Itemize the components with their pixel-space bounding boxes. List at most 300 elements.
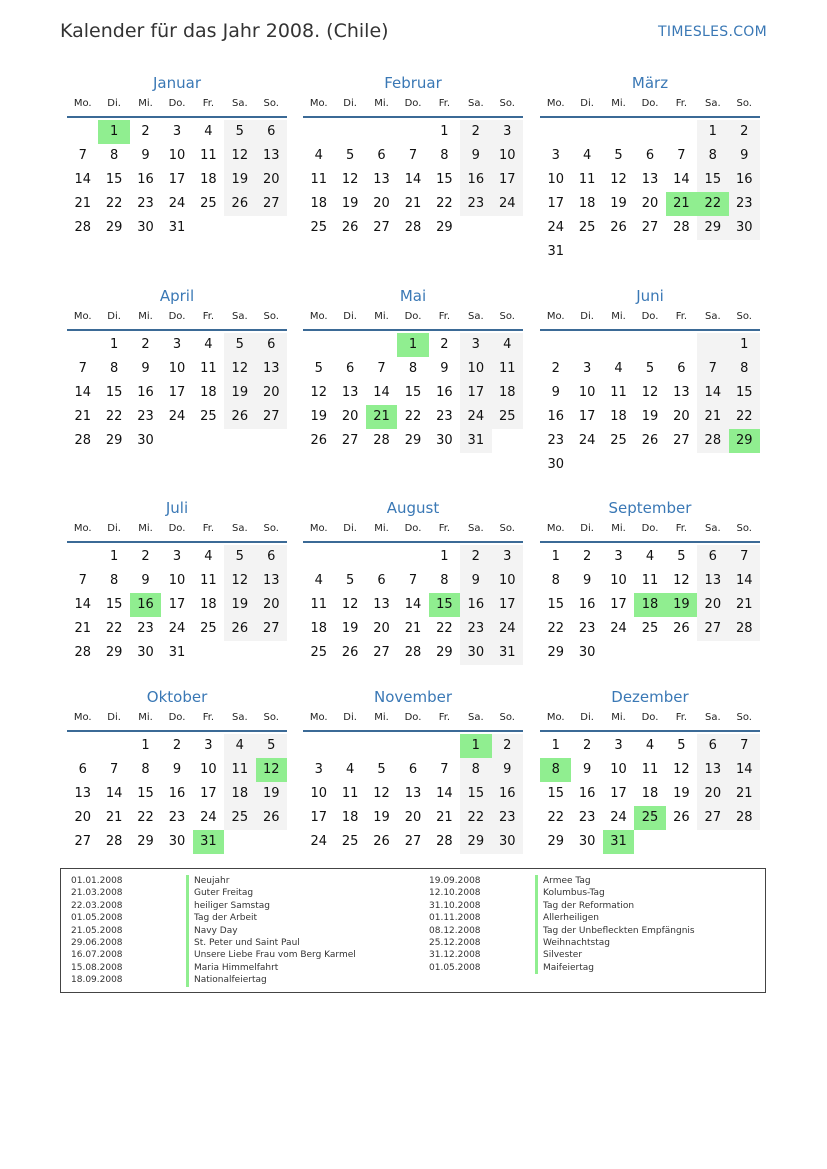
day-cell: 22 <box>436 621 453 636</box>
day-cell: 21 <box>404 196 422 211</box>
holiday-date: 19.09.2008 <box>429 876 481 886</box>
weekday-label: Sa. <box>704 311 721 322</box>
day-cell: 4 <box>645 738 655 753</box>
day-cell: 31 <box>168 220 186 235</box>
day-cell: 20 <box>373 196 390 211</box>
month-0 <box>67 72 287 240</box>
day-cell: 17 <box>200 786 217 801</box>
day-cell: 1 <box>109 549 119 564</box>
empty-cell <box>429 734 460 758</box>
day-cell: 7 <box>109 762 119 777</box>
day-cell: 3 <box>614 738 623 753</box>
day-cell: 6 <box>256 545 287 569</box>
day-cell: 12 <box>673 573 690 588</box>
month-9 <box>67 686 287 854</box>
day-cell: 20 <box>373 621 390 636</box>
day-cell: 18 <box>200 385 217 400</box>
weekday-label: Di. <box>580 311 594 322</box>
day-cell: 4 <box>314 573 323 588</box>
day-cell: 3 <box>582 361 592 376</box>
day-cell: 29 <box>547 645 564 660</box>
day-cell: 2 <box>460 545 491 569</box>
day-cell: 13 <box>341 385 359 400</box>
day-cell: 30 <box>460 641 491 665</box>
day-cell: 8 <box>697 144 728 168</box>
day-cell: 21 <box>105 810 123 825</box>
weekday-label: Fr. <box>438 712 451 723</box>
weekday-label: Mi. <box>374 98 389 109</box>
day-cell: 23 <box>578 621 596 636</box>
holiday-name: St. Peter und Saint Paul <box>186 937 356 949</box>
day-cell: 4 <box>204 124 213 139</box>
weekday-label: Mi. <box>138 98 153 109</box>
day-cell: 5 <box>377 762 386 777</box>
month-title: Juli <box>165 499 189 517</box>
day-cell: 10 <box>168 361 186 376</box>
month-title: Juni <box>636 287 664 305</box>
day-cell: 13 <box>697 569 728 593</box>
weekday-label: Mi. <box>374 712 389 723</box>
day-cell: 10 <box>168 573 186 588</box>
day-cell: 6 <box>377 148 386 163</box>
day-cell: 1 <box>551 549 560 564</box>
day-cell: 8 <box>551 573 560 588</box>
holiday-day-cell: 8 <box>540 758 571 782</box>
day-cell: 26 <box>224 405 255 429</box>
day-cell: 9 <box>582 762 592 777</box>
weekday-label: So. <box>499 311 515 322</box>
day-cell: 28 <box>729 806 760 830</box>
day-cell: 23 <box>137 621 154 636</box>
weekday-label: Fr. <box>675 523 688 534</box>
day-cell: 23 <box>547 433 564 448</box>
weekday-label: Di. <box>107 98 121 109</box>
day-cell: 31 <box>168 645 186 660</box>
holiday-day-cell: 29 <box>729 429 760 453</box>
day-cell: 5 <box>345 148 355 163</box>
day-cell: 6 <box>377 573 386 588</box>
day-cell: 21 <box>729 593 760 617</box>
weekday-label: Sa. <box>467 98 484 109</box>
day-cell: 15 <box>547 786 564 801</box>
day-cell: 3 <box>204 738 213 753</box>
day-cell: 8 <box>460 758 491 782</box>
weekday-label: Sa. <box>467 712 484 723</box>
day-cell: 9 <box>492 758 523 782</box>
day-cell: 19 <box>224 381 255 405</box>
day-cell: 2 <box>141 337 150 352</box>
day-cell: 23 <box>137 409 154 424</box>
day-cell: 27 <box>373 645 390 660</box>
empty-cell <box>98 734 129 758</box>
month-5 <box>540 285 760 477</box>
day-cell: 13 <box>256 144 287 168</box>
holiday-date: 08.12.2008 <box>429 925 481 936</box>
month-title: Januar <box>153 74 201 92</box>
day-cell: 7 <box>78 573 87 588</box>
weekday-label: Sa. <box>704 712 721 723</box>
day-grid <box>303 734 523 854</box>
day-cell: 5 <box>314 361 323 376</box>
empty-cell <box>540 333 571 357</box>
day-cell: 15 <box>404 385 422 400</box>
day-cell: 13 <box>373 172 390 187</box>
day-cell: 13 <box>256 357 287 381</box>
holiday-name: Silvester <box>535 949 695 961</box>
holiday-name: Armee Tag <box>535 875 695 887</box>
day-cell: 5 <box>645 361 655 376</box>
weekday-label: Mo. <box>546 712 565 723</box>
day-cell: 27 <box>74 834 91 849</box>
weekday-label: Fr. <box>675 98 688 109</box>
day-cell: 31 <box>492 641 523 665</box>
day-cell: 22 <box>105 196 123 211</box>
day-cell: 13 <box>404 786 422 801</box>
weekday-label: Sa. <box>704 523 721 534</box>
day-cell: 24 <box>578 433 596 448</box>
weekday-label: Mo. <box>73 712 92 723</box>
day-cell: 4 <box>204 337 213 352</box>
month-1 <box>303 72 523 240</box>
weekday-label: Do. <box>641 523 659 534</box>
day-cell: 23 <box>137 196 154 211</box>
day-cell: 4 <box>345 762 355 777</box>
day-cell: 21 <box>74 196 91 211</box>
day-grid <box>303 120 523 240</box>
weekday-label: Do. <box>641 311 659 322</box>
holiday-date: 16.07.2008 <box>71 950 123 961</box>
day-cell: 29 <box>105 220 123 235</box>
page-title: Kalender für das Jahr 2008. (Chile) <box>60 20 389 42</box>
day-cell: 20 <box>74 810 91 825</box>
empty-cell <box>303 545 334 569</box>
day-cell: 7 <box>697 357 728 381</box>
day-cell: 16 <box>547 409 564 424</box>
weekday-label: Sa. <box>231 523 248 534</box>
day-cell: 4 <box>492 333 523 357</box>
day-cell: 8 <box>141 762 150 777</box>
day-cell: 2 <box>440 337 449 352</box>
day-cell: 8 <box>109 148 119 163</box>
day-cell: 27 <box>641 220 659 235</box>
day-cell: 20 <box>641 196 659 211</box>
day-cell: 28 <box>105 834 123 849</box>
day-cell: 27 <box>256 192 287 216</box>
day-cell: 16 <box>578 597 596 612</box>
day-cell: 18 <box>610 409 627 424</box>
empty-cell <box>67 545 98 569</box>
day-cell: 29 <box>697 216 728 240</box>
day-cell: 10 <box>610 573 627 588</box>
empty-cell <box>634 120 665 144</box>
month-8 <box>540 497 760 665</box>
weekday-label: Mo. <box>309 311 328 322</box>
day-cell: 15 <box>460 782 491 806</box>
day-cell: 6 <box>697 734 728 758</box>
weekday-label: Mi. <box>138 311 153 322</box>
day-cell: 19 <box>341 621 359 636</box>
weekday-label: Sa. <box>231 98 248 109</box>
day-cell: 4 <box>204 549 213 564</box>
weekday-label: Sa. <box>704 98 721 109</box>
day-cell: 7 <box>78 361 87 376</box>
weekday-header <box>303 96 523 118</box>
day-cell: 22 <box>460 806 491 830</box>
day-cell: 27 <box>256 405 287 429</box>
day-cell: 4 <box>224 734 255 758</box>
day-cell: 6 <box>256 120 287 144</box>
weekday-label: Di. <box>107 712 121 723</box>
day-cell: 25 <box>610 433 627 448</box>
day-cell: 13 <box>673 385 690 400</box>
day-cell: 26 <box>310 433 327 448</box>
holiday-date: 01.11.2008 <box>429 913 481 924</box>
weekday-label: Do. <box>168 523 186 534</box>
day-cell: 19 <box>641 409 659 424</box>
day-cell: 25 <box>200 196 217 211</box>
day-cell: 2 <box>141 124 150 139</box>
holiday-day-cell: 18 <box>634 593 665 617</box>
holiday-name: heiliger Samstag <box>186 900 356 912</box>
weekday-label: Sa. <box>467 523 484 534</box>
weekday-label: Do. <box>168 98 186 109</box>
weekday-label: Fr. <box>438 98 451 109</box>
day-cell: 15 <box>729 381 760 405</box>
day-cell: 22 <box>436 196 453 211</box>
day-cell: 28 <box>404 220 422 235</box>
day-cell: 25 <box>341 834 359 849</box>
empty-cell <box>366 333 397 357</box>
day-cell: 9 <box>141 148 150 163</box>
weekday-label: Do. <box>404 712 422 723</box>
day-cell: 2 <box>460 120 491 144</box>
holiday-day-cell: 31 <box>193 830 224 854</box>
day-cell: 5 <box>256 734 287 758</box>
empty-cell <box>334 545 365 569</box>
empty-cell <box>67 734 98 758</box>
holiday-dates-right <box>429 875 481 974</box>
day-cell: 17 <box>610 597 627 612</box>
weekday-label: Do. <box>168 712 186 723</box>
day-cell: 16 <box>137 172 154 187</box>
day-cell: 5 <box>345 573 355 588</box>
day-cell: 8 <box>109 361 119 376</box>
day-cell: 3 <box>614 549 623 564</box>
day-cell: 26 <box>373 834 390 849</box>
day-cell: 18 <box>200 597 217 612</box>
day-cell: 24 <box>200 810 217 825</box>
day-cell: 30 <box>168 834 186 849</box>
weekday-label: Mo. <box>73 523 92 534</box>
month-title: Oktober <box>146 688 208 706</box>
day-cell: 8 <box>440 148 449 163</box>
day-cell: 10 <box>578 385 596 400</box>
weekday-label: Mi. <box>611 98 626 109</box>
holiday-names-right <box>535 875 695 974</box>
weekday-header <box>303 710 523 732</box>
holiday-name: Tag der Unbefleckten Empfängnis <box>535 925 695 937</box>
weekday-label: Mi. <box>611 523 626 534</box>
day-cell: 20 <box>256 593 287 617</box>
day-grid <box>67 120 287 240</box>
month-11 <box>540 686 760 854</box>
day-cell: 25 <box>200 409 217 424</box>
weekday-label: Mi. <box>611 712 626 723</box>
weekday-header <box>540 96 760 118</box>
day-cell: 5 <box>614 148 623 163</box>
day-cell: 12 <box>341 597 359 612</box>
day-cell: 21 <box>729 782 760 806</box>
day-cell: 12 <box>310 385 327 400</box>
day-cell: 7 <box>408 148 418 163</box>
weekday-label: Do. <box>404 523 422 534</box>
day-cell: 28 <box>729 617 760 641</box>
brand-link[interactable]: TIMESLES.COM <box>658 24 767 40</box>
day-cell: 16 <box>460 593 491 617</box>
day-cell: 29 <box>547 834 564 849</box>
weekday-label: Di. <box>580 98 594 109</box>
day-cell: 9 <box>551 385 560 400</box>
weekday-header <box>540 710 760 732</box>
empty-cell <box>366 545 397 569</box>
day-cell: 14 <box>105 786 123 801</box>
empty-cell <box>303 333 334 357</box>
weekday-label: Mi. <box>374 311 389 322</box>
day-cell: 5 <box>677 738 686 753</box>
day-cell: 15 <box>105 597 123 612</box>
weekday-header <box>67 309 287 331</box>
day-cell: 8 <box>109 573 119 588</box>
day-cell: 14 <box>74 172 91 187</box>
day-cell: 20 <box>256 381 287 405</box>
day-cell: 10 <box>460 357 491 381</box>
weekday-label: Di. <box>580 523 594 534</box>
day-cell: 3 <box>492 120 523 144</box>
empty-cell <box>67 333 98 357</box>
day-cell: 12 <box>224 357 255 381</box>
weekday-label: Do. <box>168 311 186 322</box>
day-cell: 24 <box>492 617 523 641</box>
day-cell: 23 <box>492 806 523 830</box>
empty-cell <box>540 120 571 144</box>
month-title: September <box>608 499 692 517</box>
day-cell: 6 <box>408 762 418 777</box>
weekday-header <box>67 521 287 543</box>
day-cell: 3 <box>460 333 491 357</box>
day-cell: 17 <box>168 385 186 400</box>
day-cell: 5 <box>224 333 255 357</box>
day-cell: 2 <box>492 734 523 758</box>
day-cell: 8 <box>729 357 760 381</box>
weekday-header <box>303 521 523 543</box>
empty-cell <box>334 120 365 144</box>
holiday-day-cell: 15 <box>429 593 460 617</box>
day-cell: 25 <box>200 621 217 636</box>
day-cell: 10 <box>200 762 217 777</box>
day-cell: 25 <box>310 645 327 660</box>
day-cell: 30 <box>137 220 154 235</box>
day-cell: 14 <box>404 597 422 612</box>
day-cell: 16 <box>137 385 154 400</box>
month-10 <box>303 686 523 854</box>
day-cell: 30 <box>729 216 760 240</box>
day-cell: 18 <box>492 381 523 405</box>
day-cell: 1 <box>141 738 150 753</box>
empty-cell <box>603 120 634 144</box>
day-cell: 1 <box>729 333 760 357</box>
day-cell: 10 <box>310 786 327 801</box>
day-cell: 26 <box>673 621 690 636</box>
day-cell: 12 <box>341 172 359 187</box>
day-cell: 14 <box>697 381 728 405</box>
day-cell: 7 <box>440 762 449 777</box>
weekday-label: Mi. <box>611 311 626 322</box>
empty-cell <box>334 333 365 357</box>
weekday-label: So. <box>263 311 279 322</box>
weekday-label: Di. <box>107 523 121 534</box>
day-cell: 6 <box>645 148 655 163</box>
day-grid <box>67 545 287 665</box>
day-grid <box>67 734 287 854</box>
day-cell: 22 <box>105 409 123 424</box>
weekday-label: Fr. <box>202 311 215 322</box>
weekday-label: So. <box>499 712 515 723</box>
weekday-label: So. <box>736 523 752 534</box>
weekday-label: Fr. <box>675 712 688 723</box>
weekday-label: Di. <box>580 712 594 723</box>
weekday-label: Sa. <box>231 311 248 322</box>
day-cell: 5 <box>224 120 255 144</box>
holiday-date: 31.10.2008 <box>429 900 481 911</box>
day-cell: 8 <box>408 361 418 376</box>
weekday-label: Mi. <box>138 523 153 534</box>
day-cell: 29 <box>460 830 491 854</box>
day-cell: 23 <box>168 810 186 825</box>
day-grid <box>540 120 760 264</box>
day-cell: 4 <box>645 549 655 564</box>
day-cell: 22 <box>547 810 564 825</box>
holiday-name: Unsere Liebe Frau vom Berg Karmel <box>186 949 356 961</box>
day-cell: 2 <box>172 738 182 753</box>
day-cell: 26 <box>673 810 690 825</box>
empty-cell <box>603 333 634 357</box>
month-6 <box>67 497 287 665</box>
day-cell: 17 <box>168 172 186 187</box>
day-grid <box>67 333 287 453</box>
day-cell: 13 <box>641 172 659 187</box>
holiday-date: 01.05.2008 <box>71 913 123 924</box>
day-cell: 22 <box>137 810 154 825</box>
empty-cell <box>397 120 428 144</box>
day-cell: 14 <box>373 385 390 400</box>
day-cell: 20 <box>256 168 287 192</box>
empty-cell <box>571 120 602 144</box>
day-cell: 26 <box>341 645 359 660</box>
weekday-label: Mo. <box>546 98 565 109</box>
day-cell: 24 <box>168 621 186 636</box>
day-cell: 18 <box>310 621 327 636</box>
day-cell: 12 <box>224 569 255 593</box>
day-cell: 12 <box>610 172 627 187</box>
day-cell: 26 <box>341 220 359 235</box>
month-2 <box>540 72 760 264</box>
day-cell: 10 <box>492 144 523 168</box>
month-title: Mai <box>399 287 427 305</box>
weekday-label: Mo. <box>73 98 92 109</box>
day-cell: 9 <box>141 361 150 376</box>
day-cell: 17 <box>610 786 627 801</box>
month-title: November <box>373 688 453 706</box>
